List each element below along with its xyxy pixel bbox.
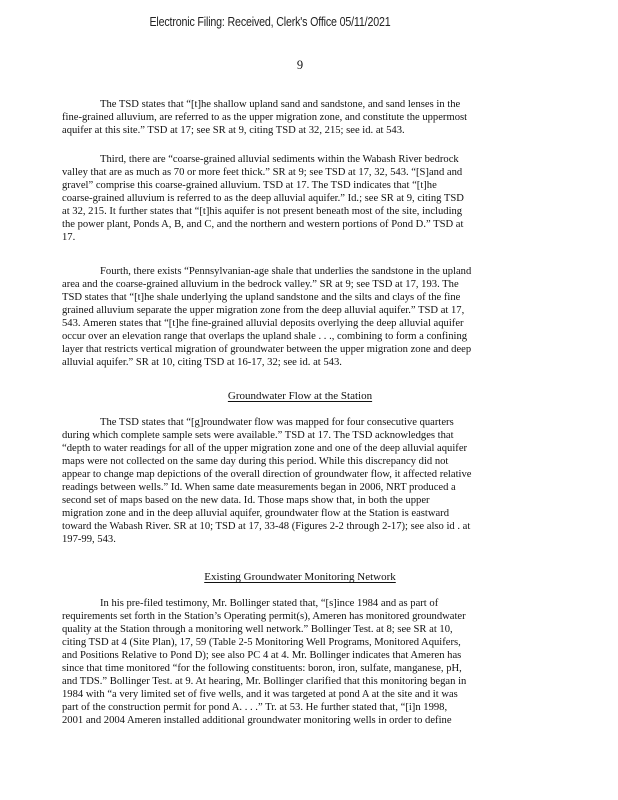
- text-line: alluvial aquifer.” SR at 10, citing TSD at 16-17, 32; see id. at 543.: [62, 357, 342, 369]
- text-line: part of the construction permit for pond A. . . .” Tr. at 53. He further stated that, “[i]n 1998,: [62, 702, 448, 714]
- text-line: migration zone and in the deep alluvial aquifer, groundwater flow at the Station is eastward: [62, 508, 450, 520]
- text-line: toward the Wabash River. SR at 10; TSD at 17, 33-48 (Figures 2-2 through 2-17); see also id . at: [62, 521, 471, 533]
- text-line: occur over an elevation range that overlaps the upland shale . . ., combining to form a confining: [62, 331, 468, 343]
- text-line: The TSD states that “[t]he shallow upland sand and sandstone, and sand lenses in the: [100, 99, 461, 110]
- filing-stamp: Electronic Filing: Received, Clerk's Office 05/11/2021: [149, 14, 391, 29]
- text-line: at 32, 215. It further states that “[t]his aquifer is not present beneath most of the site, including: [62, 206, 463, 218]
- paragraph-groundwater-flow: [62, 416, 537, 546]
- text-line: fine-grained alluvium, are referred to as the upper migration zone, and constitute the uppermost: [62, 112, 468, 124]
- text-line: grained alluvium separate the upper migration zone from the deep alluvial aquifer.” TSD at 17,: [62, 305, 465, 317]
- text-line: layer that restricts vertical migration of groundwater between the upper migration zone and deep: [62, 344, 472, 356]
- text-line: appear to change map depictions of the overall direction of groundwater flow, it affected relative: [62, 469, 472, 481]
- text-line: since that time monitored “for the following constituents: boron, iron, sulfate, manganese, pH,: [62, 663, 462, 675]
- text-line: requirements set forth in the Station’s Operating permit(s), Ameren has monitored groundwater: [62, 611, 466, 623]
- text-line: aquifer at this site.” TSD at 17; see SR at 9, citing TSD at 32, 215; see id. at 543.: [62, 125, 405, 137]
- page-number: 9: [296, 58, 304, 72]
- text-line: area and the coarse-grained alluvium in the bedrock valley.” SR at 9; see TSD at 17, 193. The: [62, 279, 459, 291]
- text-line: second set of maps based on the new data. Id. Those maps show that, in both the upper: [62, 495, 430, 507]
- paragraph-upper-migration-zone: [62, 98, 537, 137]
- paragraph-monitoring-network: [62, 597, 537, 727]
- text-line: coarse-grained alluvium is referred to as the deep alluvial aquifer.” Id.; see SR at 9, citing TSD: [62, 193, 464, 205]
- text-line: the power plant, Ponds A, B, and C, and the northern and western portions of Pond D.” TSD at: [62, 219, 464, 231]
- paragraph-deep-alluvial-aquifer: [62, 153, 537, 244]
- text-line: and TDS.” Bollinger Test. at 9. At hearing, Mr. Bollinger clarified that this monitoring began in: [62, 676, 467, 688]
- text-line: maps were not collected on the same day during this period. While this discrepancy did not: [62, 456, 449, 468]
- text-line: 543. Ameren states that “[t]he fine-grained alluvial deposits overlying the deep alluvial aquifer: [62, 318, 464, 330]
- text-line: quality at the Station through a monitoring well network.” Bollinger Test. at 8; see SR at 10,: [62, 624, 453, 636]
- text-line: 1984 with “a very limited set of five wells, and it was targeted at pond A at the site and it was: [62, 689, 458, 701]
- text-line: during which complete sample sets were available.” TSD at 17. The TSD acknowledges that: [62, 430, 454, 442]
- text-line: gravel” comprise this coarse-grained alluvium. TSD at 17. The TSD indicates that “[t]he: [62, 180, 437, 192]
- text-line: and Positions Relative to Pond D); see also PC 4 at 4. Mr. Bollinger indicates that Ameren has: [62, 650, 462, 662]
- text-line: 197-99, 543.: [62, 534, 116, 546]
- text-line: In his pre-filed testimony, Mr. Bollinger stated that, “[s]ince 1984 and as part of: [100, 598, 439, 609]
- text-line: Third, there are “coarse-grained alluvial sediments within the Wabash River bedrock: [100, 154, 459, 165]
- text-line: 2001 and 2004 Ameren installed additional groundwater monitoring wells in order to define: [62, 715, 452, 727]
- section-heading-groundwater-flow: Groundwater Flow at the Station: [227, 390, 373, 402]
- text-line: “depth to water readings for all of the upper migration zone and one of the deep alluvial aquifer: [62, 443, 468, 455]
- text-line: 17.: [62, 232, 76, 244]
- text-line: citing TSD at 4 (Site Plan), 17, 59 (Table 2-5 Monitoring Well Programs, Monitored Aquifers,: [62, 637, 461, 649]
- text-line: TSD states that “[t]he shale underlying the upland sandstone and the silts and clays of the fine: [62, 292, 461, 304]
- text-line: readings between wells.” Id. When same date measurements began in 2006, NRT produced a: [62, 482, 456, 494]
- section-heading-monitoring-network: Existing Groundwater Monitoring Network: [204, 571, 396, 583]
- text-line: valley that are as much as 70 or more feet thick.” SR at 9; see TSD at 17, 32, 543. “[S]and and: [62, 167, 463, 179]
- text-line: Fourth, there exists “Pennsylvanian-age shale that underlies the sandstone in the upland: [100, 266, 472, 277]
- text-line: The TSD states that “[g]roundwater flow was mapped for four consecutive quarters: [100, 417, 454, 428]
- paragraph-pennsylvanian-shale: [62, 265, 537, 369]
